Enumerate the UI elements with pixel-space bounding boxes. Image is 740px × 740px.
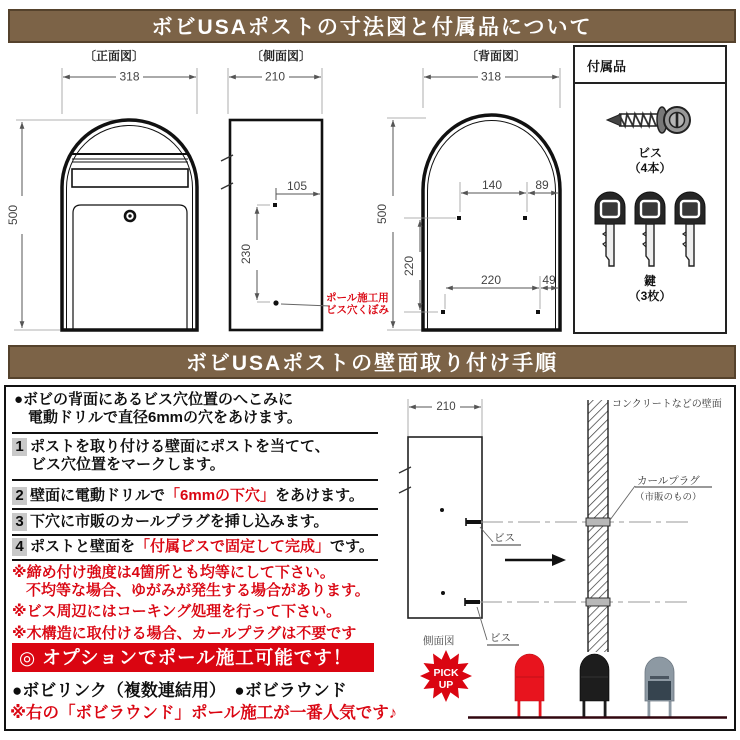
mailbox-black [580, 654, 609, 718]
note-1-line1: ※締め付け強度は4箇所とも均等にして下さい。 [12, 564, 335, 581]
step-4-number: 4 [12, 538, 27, 556]
front-view-label: 〔正面図〕 [84, 49, 145, 63]
step-2-text: 壁面に電動ドリルで [30, 487, 166, 504]
divider [12, 432, 378, 434]
step-1-line1: ポストを取り付ける壁面にポストを当てて、 [30, 438, 330, 455]
pickup-text-line2: UP [438, 679, 454, 691]
step-4-highlight: 「付属ビスで固定して完成」 [135, 538, 331, 555]
install-step-3 [12, 513, 329, 531]
install-note-2: ※ビス周辺にはコーキング処理を行って下さい。 [12, 603, 342, 620]
side-view-caption: 側面図 [423, 635, 455, 647]
step-2-highlight: 「6mmの下穴」 [165, 487, 276, 504]
side-view-label: 〔側面図〕 [251, 49, 312, 63]
key-qty: （3枚） [628, 289, 672, 303]
plug-label: カールプラグ [637, 475, 700, 487]
install-note-3: ※木構造に取付ける場合、カールプラグは不要です [12, 625, 357, 642]
back-hole-bottom-left [441, 310, 445, 314]
key-2 [635, 192, 665, 266]
back-top-holes-dim: 140 [481, 178, 503, 192]
back-hole-bottom-right [536, 310, 540, 314]
install-intro [14, 391, 302, 427]
section1-title-bar [8, 9, 736, 43]
step-2-number: 2 [12, 487, 27, 505]
screw-label-bottom: ビス [490, 632, 511, 644]
back-bottom-edge-dim: 49 [542, 273, 556, 287]
wall-plug-top [586, 518, 610, 526]
section2-title: ボビUSAポストの壁面取り付け手順 [185, 352, 559, 375]
back-height-dim: 500 [375, 203, 389, 225]
side-view-diagram [221, 68, 389, 330]
back-view-diagram [375, 68, 560, 330]
section2-title-bar [8, 345, 736, 379]
step-1-line2: ビス穴位置をマークします。 [31, 456, 225, 473]
back-rows-dim: 220 [402, 255, 416, 277]
front-width-dim: 318 [119, 69, 140, 84]
install-step-4 [12, 538, 374, 556]
step-2-text-end: をあけます。 [275, 487, 364, 504]
side-hole-dim: 105 [286, 179, 308, 193]
mailbox-front-outline [62, 120, 197, 330]
note-1-line2: 不均等な場合、ゆがみが発生する場合があります。 [26, 581, 370, 599]
pole-options-line: ●ボビリンク（複数連結用） ●ボビラウンド [12, 681, 347, 700]
pickup-text-line1: PICK [433, 667, 459, 679]
front-view-diagram [6, 68, 197, 330]
key-3 [675, 192, 705, 266]
wall [586, 397, 722, 652]
install-intro-line2: 電動ドリルで直径6mmの穴をあけます。 [28, 409, 302, 426]
front-height-dim: 500 [6, 204, 20, 226]
back-view-label: 〔背面図〕 [466, 49, 527, 63]
wall-plug-bottom [586, 598, 610, 606]
key-1 [595, 192, 625, 266]
step-3-number: 3 [12, 513, 27, 531]
side-note-line1: ポール施工用 [326, 292, 389, 304]
option-banner: ◎ オプションでポール施工可能です！ [12, 643, 374, 672]
back-bottom-holes-dim: 220 [480, 273, 502, 287]
screw-label: ビス [637, 146, 662, 160]
step-3-text: 下穴に市販のカールプラグを挿し込みます。 [30, 513, 329, 530]
pickup-badge [420, 650, 472, 702]
divider [12, 559, 378, 561]
accessories-panel [573, 45, 727, 334]
screws-and-lines [465, 518, 690, 645]
wall-width-dim: 210 [436, 401, 456, 413]
back-hole-top-right [523, 216, 527, 220]
screw-icon [604, 96, 696, 144]
install-step-1 [12, 438, 330, 474]
divider [12, 534, 378, 536]
side-spacing-dim: 230 [239, 243, 253, 265]
accessories-title: 付属品 [575, 47, 725, 84]
screw-qty: （4本） [628, 161, 672, 175]
wall-mounting-diagram [390, 385, 736, 730]
key-label: 鍵 [643, 274, 656, 288]
step-1-number: 1 [12, 438, 27, 456]
mailbox-gray [645, 657, 674, 717]
mailbox-side-outline [230, 120, 322, 330]
popular-note: ※右の「ボビラウンド」ポール施工が一番人気です♪ [10, 704, 397, 722]
wall-label: コンクリートなどの壁面 [612, 399, 722, 410]
side-note-line2: ビス穴くぼみ [326, 304, 389, 316]
back-hole-top-left [457, 216, 461, 220]
back-width-dim: 318 [480, 69, 502, 84]
install-step-2 [12, 487, 364, 505]
post-side-view [399, 399, 482, 618]
install-note-1 [12, 564, 370, 599]
back-top-edge-dim: 89 [535, 178, 549, 192]
side-hole-top [273, 203, 277, 207]
side-hole-bottom [273, 300, 278, 305]
mailbox-back-outline [423, 115, 560, 330]
install-intro-line1: ●ボビの背面にあるビス穴位置のへこみに [14, 391, 294, 408]
side-width-dim: 210 [264, 69, 286, 84]
screw-label-top: ビス [494, 532, 515, 544]
section1-title: ボビUSAポストの寸法図と付属品について [151, 16, 593, 39]
step-4-text-end: です。 [330, 538, 374, 555]
keys-icon [589, 190, 711, 272]
mailbox-red [515, 654, 544, 718]
dimension-diagrams [0, 42, 570, 342]
divider [12, 508, 378, 510]
divider [12, 479, 378, 481]
plug-sub-label: （市販のもの） [635, 492, 702, 503]
step-4-text: ポストと壁面を [30, 538, 136, 555]
